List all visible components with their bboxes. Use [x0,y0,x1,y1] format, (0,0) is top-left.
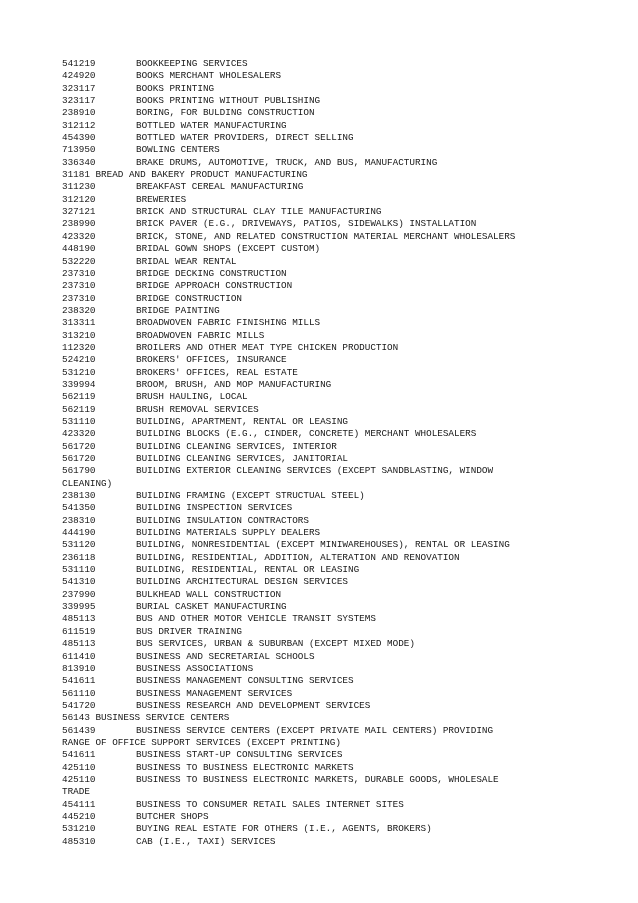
industry-description: BROOM, BRUSH, AND MOP MANUFACTURING [136,378,332,390]
naics-code: 713950 [62,144,96,156]
naics-code: 237310 [62,267,96,279]
naics-code: 611410 [62,650,96,662]
code-listing [62,58,610,848]
naics-code: 531120 [62,539,96,551]
industry-description: BRICK, STONE, AND RELATED CONSTRUCTION MATERIAL MERCHANT WHOLESALERS [136,230,516,242]
naics-code: 445210 [62,810,96,822]
listing-row [62,527,610,539]
naics-code: 561110 [62,687,96,699]
industry-description: BUSINESS SERVICE CENTERS (EXCEPT PRIVATE MAIL CENTERS) PROVIDING [136,724,494,736]
naics-code: 327121 [62,206,96,218]
industry-description: BUILDING CLEANING SERVICES, INTERIOR [136,440,337,452]
naics-code: 561720 [62,453,96,464]
industry-description: BOOKKEEPING SERVICES [136,58,248,69]
industry-description: BRIDGE APPROACH CONSTRUCTION [136,280,293,292]
naics-code: 541219 [62,58,96,69]
listing-row [62,428,610,440]
industry-description: BORING, FOR BULDING CONSTRUCTION [136,107,315,119]
listing-row [62,58,610,70]
industry-description: BOTTLED WATER MANUFACTURING [136,119,287,131]
naics-code: 339995 [62,601,96,613]
naics-code: 238910 [62,107,96,119]
listing-row [62,243,610,255]
listing-row [62,354,610,366]
listing-row [62,157,610,169]
naics-code: 813910 [62,662,96,674]
naics-code: 336340 [62,156,96,168]
industry-description: BREAKFAST CEREAL MANUFACTURING [136,181,304,193]
listing-row [62,342,610,354]
industry-description: BUSINESS TO BUSINESS ELECTRONIC MARKETS [136,761,354,773]
industry-description: BRIDGE DECKING CONSTRUCTION [136,267,287,279]
industry-description: BRICK AND STRUCTURAL CLAY TILE MANUFACTURING [136,206,382,218]
row-text: CLEANING) [62,477,113,489]
industry-description: BUYING REAL ESTATE FOR OTHERS (I.E., AGENTS, BROKERS) [136,823,432,835]
listing-row [62,70,610,82]
industry-description: BOOKS PRINTING WITHOUT PUBLISHING [136,95,321,107]
industry-description: BUSINESS ASSOCIATIONS [136,662,254,674]
naics-code: 562119 [62,391,96,403]
industry-description: BUILDING, NONRESIDENTIAL (EXCEPT MINIWAREHOUSES), RENTAL OR LEASING [136,539,510,551]
industry-description: BUILDING INSPECTION SERVICES [136,502,293,514]
industry-description: BUSINESS MANAGEMENT CONSULTING SERVICES [136,675,354,687]
naics-code: 531210 [62,823,96,835]
row-text: 31181 BREAD AND BAKERY PRODUCT MANUFACTURING [62,169,308,181]
naics-code: 237990 [62,588,96,600]
industry-description: BUILDING ARCHITECTURAL DESIGN SERVICES [136,576,349,588]
listing-row [62,539,610,551]
naics-code: 425110 [62,761,96,773]
listing-row [62,823,610,835]
listing-row [62,268,610,280]
naics-code: 238320 [62,304,96,316]
industry-description: BUTCHER SHOPS [136,810,209,822]
naics-code: 112320 [62,341,96,353]
listing-row [62,515,610,527]
naics-code: 237310 [62,280,96,292]
industry-description: BUILDING FRAMING (EXCEPT STRUCTUAL STEEL) [136,490,365,502]
naics-code: 541310 [62,576,96,588]
naics-code: 454111 [62,798,96,810]
listing-row [62,688,610,700]
listing-row [62,663,610,675]
industry-description: BUSINESS TO CONSUMER RETAIL SALES INTERNET SITES [136,798,404,810]
listing-row [62,416,610,428]
naics-code: 312120 [62,193,96,205]
industry-description: BUILDING EXTERIOR CLEANING SERVICES (EXCEPT SANDBLASTING, WINDOW [136,465,494,477]
industry-description: BROKERS' OFFICES, INSURANCE [136,354,287,366]
listing-row [62,490,610,502]
industry-description: BUILDING INSULATION CONTRACTORS [136,514,309,526]
industry-description: BUILDING CLEANING SERVICES, JANITORIAL [136,453,349,464]
listing-row [62,465,610,477]
listing-row [62,293,610,305]
listing-row [62,132,610,144]
listing-row [62,712,610,724]
naics-code: 323117 [62,82,96,94]
naics-code: 561790 [62,465,96,477]
industry-description: BRIDAL WEAR RENTAL [136,255,237,267]
industry-description: BUSINESS MANAGEMENT SERVICES [136,687,293,699]
naics-code: 238310 [62,514,96,526]
listing-row [62,613,610,625]
industry-description: BUSINESS TO BUSINESS ELECTRONIC MARKETS, DURABLE GOODS, WHOLESALE [136,773,499,785]
listing-row [62,120,610,132]
listing-row [62,836,610,848]
listing-row [62,651,610,663]
listing-row [62,786,610,798]
industry-description: BUILDING, RESIDENTIAL, RENTAL OR LEASING [136,564,360,576]
naics-code: 312112 [62,119,96,131]
listing-row [62,762,610,774]
listing-row [62,502,610,514]
listing-row [62,700,610,712]
listing-row [62,441,610,453]
industry-description: BUSINESS START-UP CONSULTING SERVICES [136,749,343,761]
naics-code: 448190 [62,243,96,255]
industry-description: BROILERS AND OTHER MEAT TYPE CHICKEN PRODUCTION [136,341,399,353]
listing-row [62,404,610,416]
listing-row [62,589,610,601]
row-text: TRADE [62,786,90,798]
listing-row [62,379,610,391]
naics-code: 339994 [62,378,96,390]
listing-row [62,453,610,465]
listing-row [62,811,610,823]
listing-row [62,330,610,342]
naics-code: 313210 [62,329,96,341]
naics-code: 424920 [62,70,96,82]
naics-code: 313311 [62,317,96,329]
industry-description: BURIAL CASKET MANUFACTURING [136,601,287,613]
naics-code: 485310 [62,835,96,847]
industry-description: BOWLING CENTERS [136,144,220,156]
listing-row [62,194,610,206]
industry-description: BRIDGE PAINTING [136,304,220,316]
naics-code: 237310 [62,292,96,304]
naics-code: 532220 [62,255,96,267]
listing-row [62,737,610,749]
naics-code: 531110 [62,415,96,427]
industry-description: BUSINESS AND SECRETARIAL SCHOOLS [136,650,315,662]
industry-description: BROADWOVEN FABRIC MILLS [136,329,265,341]
listing-row [62,774,610,786]
naics-code: 561439 [62,724,96,736]
naics-code: 531110 [62,564,96,576]
listing-row [62,256,610,268]
industry-description: BROKERS' OFFICES, REAL ESTATE [136,366,298,378]
naics-code: 423320 [62,428,96,440]
naics-code: 454390 [62,132,96,144]
industry-description: BOOKS MERCHANT WHOLESALERS [136,70,282,82]
listing-row [62,317,610,329]
industry-description: BRIDGE CONSTRUCTION [136,292,243,304]
naics-code: 238130 [62,490,96,502]
naics-code: 323117 [62,95,96,107]
listing-row [62,218,610,230]
industry-description: BUILDING MATERIALS SUPPLY DEALERS [136,527,321,539]
industry-description: BOOKS PRINTING [136,82,215,94]
listing-row [62,280,610,292]
listing-row [62,169,610,181]
naics-code: 541720 [62,699,96,711]
naics-code: 562119 [62,403,96,415]
listing-row [62,95,610,107]
naics-code: 541350 [62,502,96,514]
row-text: RANGE OF OFFICE SUPPORT SERVICES (EXCEPT PRINTING) [62,736,341,748]
listing-row [62,83,610,95]
industry-description: BUILDING, RESIDENTIAL, ADDITION, ALTERATION AND RENOVATION [136,551,460,563]
listing-row [62,749,610,761]
industry-description: BRUSH REMOVAL SERVICES [136,403,259,415]
naics-code: 238990 [62,218,96,230]
industry-description: BUS SERVICES, URBAN & SUBURBAN (EXCEPT MIXED MODE) [136,638,415,650]
naics-code: 531210 [62,366,96,378]
naics-code: 611519 [62,625,96,637]
industry-description: BUSINESS RESEARCH AND DEVELOPMENT SERVICES [136,699,371,711]
listing-row [62,305,610,317]
listing-row [62,552,610,564]
listing-row [62,601,610,613]
row-text: 56143 BUSINESS SERVICE CENTERS [62,712,230,724]
listing-row [62,231,610,243]
industry-description: BUILDING BLOCKS (E.G., CINDER, CONCRETE) MERCHANT WHOLESALERS [136,428,477,440]
naics-code: 485113 [62,613,96,625]
industry-description: BOTTLED WATER PROVIDERS, DIRECT SELLING [136,132,354,144]
listing-row [62,576,610,588]
listing-row [62,144,610,156]
listing-row [62,564,610,576]
listing-row [62,107,610,119]
listing-row [62,675,610,687]
naics-code: 236118 [62,551,96,563]
industry-description: BRICK PAVER (E.G., DRIVEWAYS, PATIOS, SIDEWALKS) INSTALLATION [136,218,477,230]
naics-code: 561720 [62,440,96,452]
industry-description: CAB (I.E., TAXI) SERVICES [136,835,276,847]
listing-row [62,799,610,811]
listing-row [62,181,610,193]
naics-code: 311230 [62,181,96,193]
industry-description: BULKHEAD WALL CONSTRUCTION [136,588,282,600]
listing-row [62,725,610,737]
naics-code: 423320 [62,230,96,242]
listing-row [62,367,610,379]
industry-description: BRAKE DRUMS, AUTOMOTIVE, TRUCK, AND BUS, MANUFACTURING [136,156,438,168]
naics-code: 425110 [62,773,96,785]
industry-description: BROADWOVEN FABRIC FINISHING MILLS [136,317,321,329]
naics-code: 444190 [62,527,96,539]
listing-row [62,626,610,638]
industry-description: BRUSH HAULING, LOCAL [136,391,248,403]
naics-code: 485113 [62,638,96,650]
listing-row [62,391,610,403]
naics-code: 541611 [62,749,96,761]
industry-description: BUILDING, APARTMENT, RENTAL OR LEASING [136,415,349,427]
industry-description: BREWERIES [136,193,187,205]
listing-row [62,478,610,490]
industry-description: BUS DRIVER TRAINING [136,625,243,637]
naics-code: 524210 [62,354,96,366]
industry-description: BUS AND OTHER MOTOR VEHICLE TRANSIT SYSTEMS [136,613,376,625]
listing-row [62,638,610,650]
industry-description: BRIDAL GOWN SHOPS (EXCEPT CUSTOM) [136,243,321,255]
naics-code: 541611 [62,675,96,687]
listing-row [62,206,610,218]
